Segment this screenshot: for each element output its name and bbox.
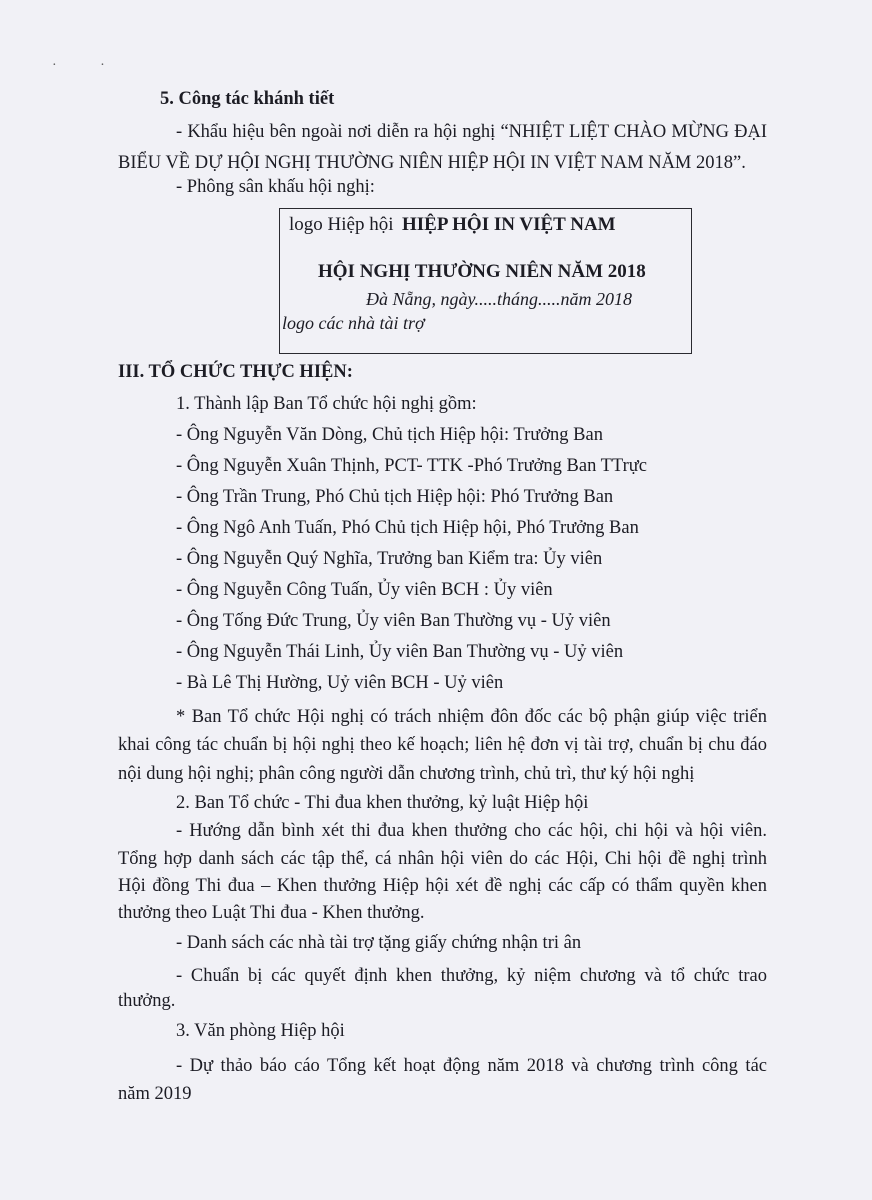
awards-line-1: - Chuẩn bị các quyết định khen thưởng, kỷ niệm chương và tổ chức trao xyxy=(176,966,767,986)
duty-line-3: nội dung hội nghị; phân công người dẫn chương trình, chủ trì, thư ký hội nghị xyxy=(118,764,695,784)
section-5-heading: 5. Công tác khánh tiết xyxy=(160,89,335,109)
member-line: - Ông Nguyễn Quý Nghĩa, Trưởng ban Kiểm tra: Ủy viên xyxy=(176,549,603,569)
item-3-title: 3. Văn phòng Hiệp hội xyxy=(176,1021,345,1041)
event-title: HỘI NGHỊ THƯỜNG NIÊN NĂM 2018 xyxy=(318,261,646,282)
scan-specks: · · xyxy=(52,58,125,73)
duty-line-2: khai công tác chuẩn bị hội nghị theo kế hoạch; liên hệ đơn vị tài trợ, chuẩn bị chu đáo xyxy=(118,735,767,755)
slogan-line-1: - Khẩu hiệu bên ngoài nơi diễn ra hội nghị “NHIỆT LIỆT CHÀO MỪNG ĐẠI xyxy=(176,122,767,142)
org-name: HIỆP HỘI IN VIỆT NAM xyxy=(402,214,616,235)
slogan-line-2: BIỂU VỀ DỰ HỘI NGHỊ THƯỜNG NIÊN HIỆP HỘI IN VIỆT NAM NĂM 2018”. xyxy=(118,153,746,173)
stage-label: - Phông sân khấu hội nghị: xyxy=(176,177,375,197)
awards-line-2: thưởng. xyxy=(118,991,176,1011)
sponsors-line: - Danh sách các nhà tài trợ tặng giấy chứng nhận tri ân xyxy=(176,933,582,953)
emulation-line-4: thưởng theo Luật Thi đua - Khen thưởng. xyxy=(118,903,425,923)
report-line-2: năm 2019 xyxy=(118,1084,192,1104)
emulation-line-1: - Hướng dẫn bình xét thi đua khen thưởng cho các hội, chi hội và hội viên. xyxy=(176,821,767,841)
member-line: - Ông Nguyễn Thái Linh, Ủy viên Ban Thường vụ - Uỷ viên xyxy=(176,642,624,662)
member-line: - Bà Lê Thị Hường, Uỷ viên BCH - Uỷ viên xyxy=(176,673,504,693)
member-line: - Ông Nguyễn Công Tuấn, Ủy viên BCH : Ủy viên xyxy=(176,580,553,600)
report-line-1: - Dự thảo báo cáo Tổng kết hoạt động năm 2018 và chương trình công tác xyxy=(176,1056,767,1076)
logo-placeholder-label: logo Hiệp hội xyxy=(289,214,394,235)
member-line: - Ông Nguyễn Văn Dòng, Chủ tịch Hiệp hội: Trưởng Ban xyxy=(176,425,603,445)
stage-backdrop-box xyxy=(279,208,692,354)
member-line: - Ông Tống Đức Trung, Ủy viên Ban Thường vụ - Uỷ viên xyxy=(176,611,611,631)
member-line: - Ông Trần Trung, Phó Chủ tịch Hiệp hội: Phó Trưởng Ban xyxy=(176,487,614,507)
sponsor-logos-label: logo các nhà tài trợ xyxy=(282,313,425,333)
member-line: - Ông Ngô Anh Tuấn, Phó Chủ tịch Hiệp hội, Phó Trưởng Ban xyxy=(176,518,639,538)
section-3-heading: III. TỔ CHỨC THỰC HIỆN: xyxy=(118,362,353,382)
emulation-line-3: Hội đồng Thi đua – Khen thưởng Hiệp hội xét đề nghị các cấp có thẩm quyền khen xyxy=(118,876,767,896)
place-date: Đà Nẵng, ngày.....tháng.....năm 2018 xyxy=(366,289,633,309)
member-line: - Ông Nguyễn Xuân Thịnh, PCT- TTK -Phó Trưởng Ban TTrực xyxy=(176,456,647,476)
duty-line-1: * Ban Tổ chức Hội nghị có trách nhiệm đôn đốc các bộ phận giúp việc triển xyxy=(176,707,767,727)
item-2-title: 2. Ban Tổ chức - Thi đua khen thưởng, kỷ luật Hiệp hội xyxy=(176,793,589,813)
item-1-title: 1. Thành lập Ban Tổ chức hội nghị gồm: xyxy=(176,394,477,414)
emulation-line-2: Tổng hợp danh sách các tập thể, cá nhân hội viên do các Hội, Chi hội đề nghị trình xyxy=(118,849,767,869)
